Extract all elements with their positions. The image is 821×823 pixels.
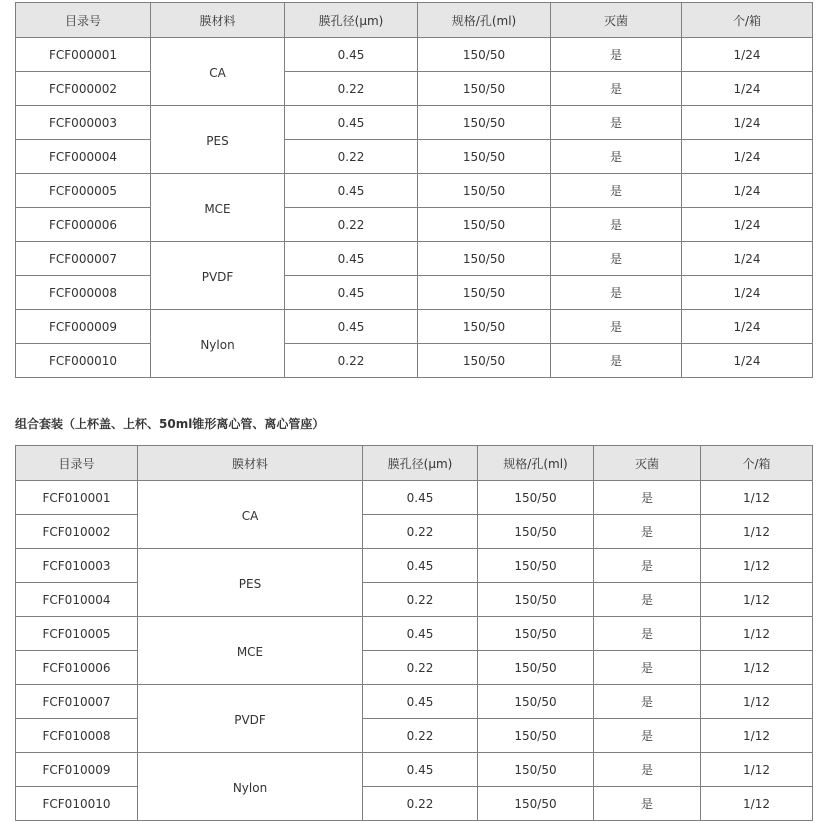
sterile-cell: 是 <box>551 276 682 310</box>
pore-cell: 0.45 <box>285 310 418 344</box>
header-material: 膜材料 <box>138 446 363 481</box>
catalog-cell: FCF000009 <box>16 310 151 344</box>
catalog-cell: FCF000001 <box>16 38 151 72</box>
header-per-box: 个/箱 <box>682 3 813 38</box>
per-box-cell: 1/12 <box>701 787 813 821</box>
header-material: 膜材料 <box>151 3 285 38</box>
sterile-cell: 是 <box>551 106 682 140</box>
catalog-cell: FCF010009 <box>16 753 138 787</box>
per-box-cell: 1/24 <box>682 310 813 344</box>
pore-cell: 0.45 <box>285 276 418 310</box>
spec-cell: 150/50 <box>478 753 594 787</box>
material-cell: PVDF <box>138 685 363 753</box>
spec-cell: 150/50 <box>478 651 594 685</box>
catalog-cell: FCF010010 <box>16 787 138 821</box>
pore-cell: 0.22 <box>285 140 418 174</box>
section-title-combo-kit: 组合套装（上杯盖、上杯、50ml锥形离心管、离心管座） <box>15 417 325 431</box>
spec-cell: 150/50 <box>418 276 551 310</box>
material-cell: CA <box>151 38 285 106</box>
spec-cell: 150/50 <box>418 72 551 106</box>
catalog-cell: FCF010002 <box>16 515 138 549</box>
sterile-cell: 是 <box>551 174 682 208</box>
table-row <box>16 38 813 72</box>
catalog-cell: FCF000002 <box>16 72 151 106</box>
spec-cell: 150/50 <box>478 787 594 821</box>
catalog-cell: FCF010004 <box>16 583 138 617</box>
table-row <box>16 106 813 140</box>
per-box-cell: 1/12 <box>701 549 813 583</box>
spec-cell: 150/50 <box>418 208 551 242</box>
per-box-cell: 1/24 <box>682 140 813 174</box>
per-box-cell: 1/24 <box>682 72 813 106</box>
material-cell: Nylon <box>151 310 285 378</box>
material-cell: PES <box>151 106 285 174</box>
table-row <box>16 515 813 549</box>
table-row <box>16 549 813 583</box>
catalog-cell: FCF000005 <box>16 174 151 208</box>
table-row <box>16 140 813 174</box>
catalog-cell: FCF010001 <box>16 481 138 515</box>
table-row <box>16 583 813 617</box>
spec-cell: 150/50 <box>418 310 551 344</box>
per-box-cell: 1/24 <box>682 106 813 140</box>
per-box-cell: 1/24 <box>682 174 813 208</box>
spec-cell: 150/50 <box>418 242 551 276</box>
sterile-cell: 是 <box>594 549 701 583</box>
table-row <box>16 719 813 753</box>
per-box-cell: 1/12 <box>701 651 813 685</box>
spec-cell: 150/50 <box>478 515 594 549</box>
spec-cell: 150/50 <box>478 719 594 753</box>
header-catalog: 目录号 <box>16 3 151 38</box>
per-box-cell: 1/24 <box>682 344 813 378</box>
table-row <box>16 72 813 106</box>
spec-cell: 150/50 <box>418 174 551 208</box>
per-box-cell: 1/24 <box>682 208 813 242</box>
sterile-cell: 是 <box>551 310 682 344</box>
catalog-cell: FCF010005 <box>16 617 138 651</box>
material-cell: CA <box>138 481 363 549</box>
sterile-cell: 是 <box>594 583 701 617</box>
pore-cell: 0.45 <box>363 685 478 719</box>
sterile-cell: 是 <box>594 685 701 719</box>
pore-cell: 0.22 <box>363 583 478 617</box>
sterile-cell: 是 <box>594 753 701 787</box>
table-row <box>16 344 813 378</box>
table-row <box>16 481 813 515</box>
header-pore-size: 膜孔径(μm) <box>285 3 418 38</box>
table-header-row <box>16 3 813 38</box>
table-row <box>16 651 813 685</box>
sterile-cell: 是 <box>594 787 701 821</box>
per-box-cell: 1/12 <box>701 515 813 549</box>
pore-cell: 0.45 <box>285 174 418 208</box>
spec-cell: 150/50 <box>418 38 551 72</box>
pore-cell: 0.45 <box>285 38 418 72</box>
per-box-cell: 1/12 <box>701 719 813 753</box>
header-sterile: 灭菌 <box>594 446 701 481</box>
sterile-cell: 是 <box>551 344 682 378</box>
spec-cell: 150/50 <box>418 106 551 140</box>
material-cell: MCE <box>138 617 363 685</box>
spec-cell: 150/50 <box>478 549 594 583</box>
pore-cell: 0.22 <box>363 787 478 821</box>
header-per-box: 个/箱 <box>701 446 813 481</box>
table-row <box>16 276 813 310</box>
spec-cell: 150/50 <box>478 617 594 651</box>
pore-cell: 0.45 <box>285 106 418 140</box>
table-row <box>16 753 813 787</box>
catalog-cell: FCF000010 <box>16 344 151 378</box>
material-cell: PVDF <box>151 242 285 310</box>
pore-cell: 0.45 <box>363 753 478 787</box>
catalog-cell: FCF000007 <box>16 242 151 276</box>
pore-cell: 0.22 <box>285 72 418 106</box>
pore-cell: 0.22 <box>285 344 418 378</box>
sterile-cell: 是 <box>551 208 682 242</box>
per-box-cell: 1/24 <box>682 38 813 72</box>
table-row <box>16 310 813 344</box>
sterile-cell: 是 <box>551 140 682 174</box>
catalog-cell: FCF010007 <box>16 685 138 719</box>
sterile-cell: 是 <box>594 617 701 651</box>
catalog-cell: FCF000006 <box>16 208 151 242</box>
table-header-row <box>16 446 813 481</box>
product-table-single <box>15 2 813 378</box>
catalog-cell: FCF010008 <box>16 719 138 753</box>
sterile-cell: 是 <box>551 242 682 276</box>
per-box-cell: 1/12 <box>701 583 813 617</box>
catalog-cell: FCF010003 <box>16 549 138 583</box>
spec-cell: 150/50 <box>478 583 594 617</box>
pore-cell: 0.22 <box>363 651 478 685</box>
sterile-cell: 是 <box>594 481 701 515</box>
per-box-cell: 1/24 <box>682 276 813 310</box>
per-box-cell: 1/24 <box>682 242 813 276</box>
pore-cell: 0.22 <box>363 515 478 549</box>
catalog-cell: FCF000003 <box>16 106 151 140</box>
pore-cell: 0.22 <box>285 208 418 242</box>
pore-cell: 0.45 <box>363 549 478 583</box>
per-box-cell: 1/12 <box>701 685 813 719</box>
pore-cell: 0.45 <box>363 617 478 651</box>
per-box-cell: 1/12 <box>701 617 813 651</box>
sterile-cell: 是 <box>594 515 701 549</box>
header-spec: 规格/孔(ml) <box>478 446 594 481</box>
table-row <box>16 787 813 821</box>
per-box-cell: 1/12 <box>701 753 813 787</box>
table-row <box>16 617 813 651</box>
header-catalog: 目录号 <box>16 446 138 481</box>
header-sterile: 灭菌 <box>551 3 682 38</box>
header-pore-size: 膜孔径(μm) <box>363 446 478 481</box>
table-row <box>16 174 813 208</box>
pore-cell: 0.22 <box>363 719 478 753</box>
spec-cell: 150/50 <box>478 481 594 515</box>
header-spec: 规格/孔(ml) <box>418 3 551 38</box>
material-cell: Nylon <box>138 753 363 821</box>
sterile-cell: 是 <box>594 719 701 753</box>
material-cell: MCE <box>151 174 285 242</box>
table-row <box>16 242 813 276</box>
pore-cell: 0.45 <box>285 242 418 276</box>
catalog-cell: FCF000008 <box>16 276 151 310</box>
sterile-cell: 是 <box>551 38 682 72</box>
table-row <box>16 685 813 719</box>
per-box-cell: 1/12 <box>701 481 813 515</box>
spec-cell: 150/50 <box>418 140 551 174</box>
material-cell: PES <box>138 549 363 617</box>
spec-cell: 150/50 <box>418 344 551 378</box>
spec-cell: 150/50 <box>478 685 594 719</box>
sterile-cell: 是 <box>594 651 701 685</box>
table-row <box>16 208 813 242</box>
product-table-combo-kit <box>15 445 813 821</box>
catalog-cell: FCF010006 <box>16 651 138 685</box>
pore-cell: 0.45 <box>363 481 478 515</box>
sterile-cell: 是 <box>551 72 682 106</box>
catalog-cell: FCF000004 <box>16 140 151 174</box>
